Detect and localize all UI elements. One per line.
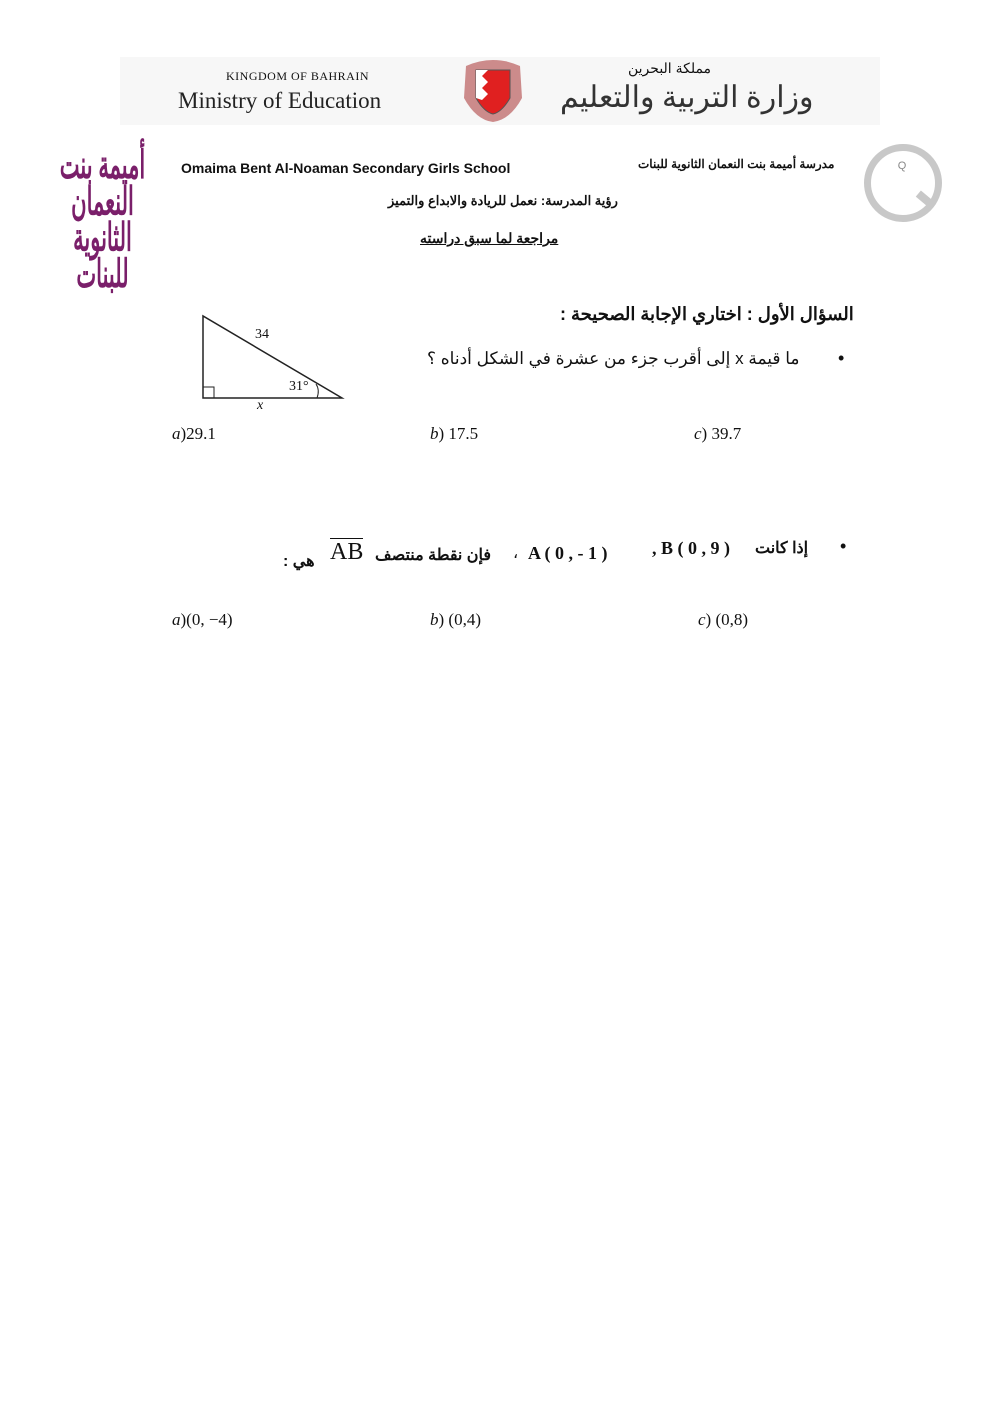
angle-label: 31° xyxy=(289,379,309,394)
q1-option-a[interactable]: a)29.1 xyxy=(172,424,216,443)
school-name-en: Omaima Bent Al-Noaman Secondary Girls School xyxy=(181,160,511,176)
q2-point-b: , B ( 0 , 9 ) xyxy=(652,538,730,558)
kingdom-label: KINGDOM OF BAHRAIN xyxy=(226,69,370,83)
school-logo: أميمة بنت النعمان الثانوية للبنات xyxy=(59,144,146,297)
q1-option-b[interactable]: b) 17.5 xyxy=(430,424,479,443)
base-label: x xyxy=(257,398,264,413)
q1-question: ما قيمة x إلى أقرب جزء من عشرة في الشكل أدناه ؟ xyxy=(427,349,800,368)
q2-option-c[interactable]: c) (0,8) xyxy=(698,610,749,629)
school-vision: رؤية المدرسة: نعمل للريادة والابداع والتميز xyxy=(388,193,618,208)
page-title: مراجعة لما سبق دراسته xyxy=(420,230,559,246)
bahrain-crest-icon xyxy=(460,58,526,124)
hyp-label: 34 xyxy=(255,327,269,342)
triangle-figure xyxy=(195,310,355,420)
school-name-ar: مدرسة أميمة بنت النعمان الثانوية للبنات xyxy=(638,157,835,171)
quality-logo: Q xyxy=(862,142,942,224)
q2-segment: AB xyxy=(330,539,364,565)
q2-option-b[interactable]: b) (0,4) xyxy=(430,610,481,629)
q1-bullet: • xyxy=(838,348,845,368)
ministry-ar-label: وزارة التربية والتعليم xyxy=(560,81,814,114)
q2-then: فإن نقطة منتصف xyxy=(375,547,492,564)
q1-heading: السؤال الأول : اختاري الإجابة الصحيحة : xyxy=(560,304,854,324)
q2-comma: ، xyxy=(513,545,519,562)
q2-point-a: A ( 0 , - 1 ) xyxy=(528,543,608,563)
q2-bullet: • xyxy=(840,536,847,556)
q2-is: هي : xyxy=(283,553,315,570)
kingdom-ar-label: مملكة البحرين xyxy=(628,60,712,76)
ministry-label: Ministry of Education xyxy=(178,88,382,113)
q2-option-a[interactable]: a)(0, −4) xyxy=(172,610,233,629)
q1-option-c[interactable]: c) 39.7 xyxy=(694,424,742,443)
q2-if: إذا كانت xyxy=(755,540,809,557)
